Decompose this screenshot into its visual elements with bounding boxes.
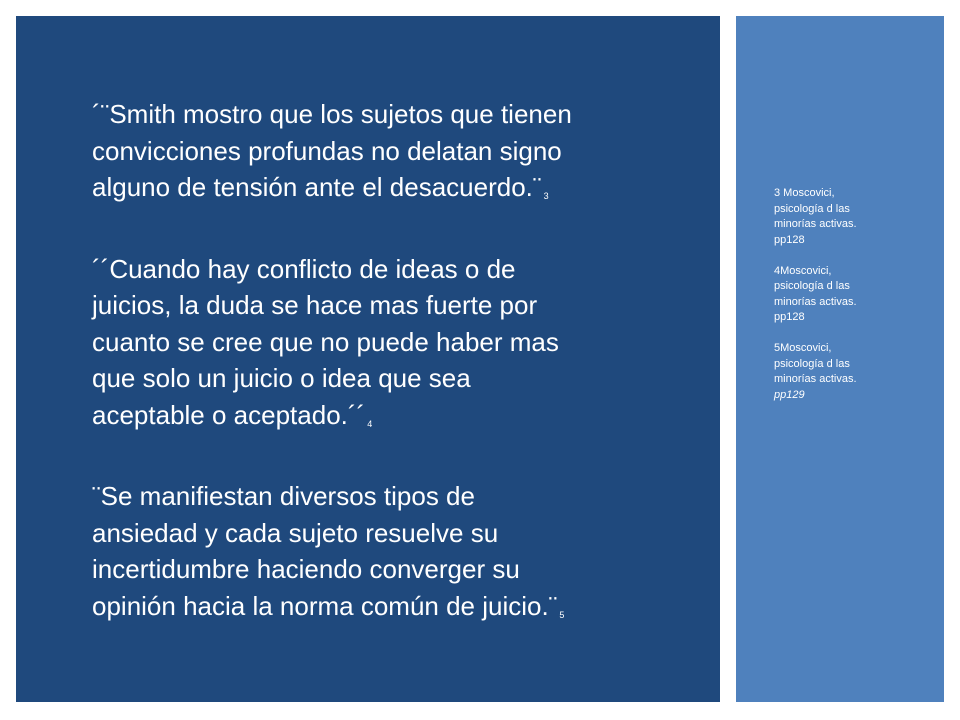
quote-ansiedad: [92, 478, 692, 633]
reference-item: [774, 341, 924, 403]
references-panel: [736, 16, 944, 702]
reference-pages: pp129: [774, 388, 805, 401]
quote-text: ¨Se manifiestan diversos tipos de ansiedad y cada sujeto resuelve su incertidumbre haciendo converger su opinión hacia la norma común de juicio.¨: [92, 481, 558, 621]
reference-item: 4Moscovici, psicología d las minorías activas. pp128: [774, 264, 857, 323]
reference-text: 5Moscovici, psicología d las minorías activas.: [774, 342, 857, 385]
reference-item: 3 Moscovici, psicología d las minorías activas. pp128: [774, 187, 857, 246]
quote-text: ´¨Smith mostro que los sujetos que tienen convicciones profundas no delatan signo alguno de tensión ante el desacuerdo.¨: [92, 99, 572, 202]
reference-list: [774, 186, 924, 403]
quote-conflicto: [92, 251, 692, 443]
footnote-marker: 3: [543, 191, 549, 201]
quote-text: ´´Cuando hay conflicto de ideas o de juicios, la duda se hace mas fuerte por cuanto se cree que no puede haber mas que solo un juicio o idea que sea aceptable o aceptado.´´: [92, 253, 559, 430]
quote-smith: [92, 96, 692, 215]
quote-panel: [16, 16, 720, 702]
quote-list: [92, 96, 692, 633]
footnote-marker: 4: [367, 418, 373, 429]
footnote-marker: 5: [559, 609, 565, 620]
